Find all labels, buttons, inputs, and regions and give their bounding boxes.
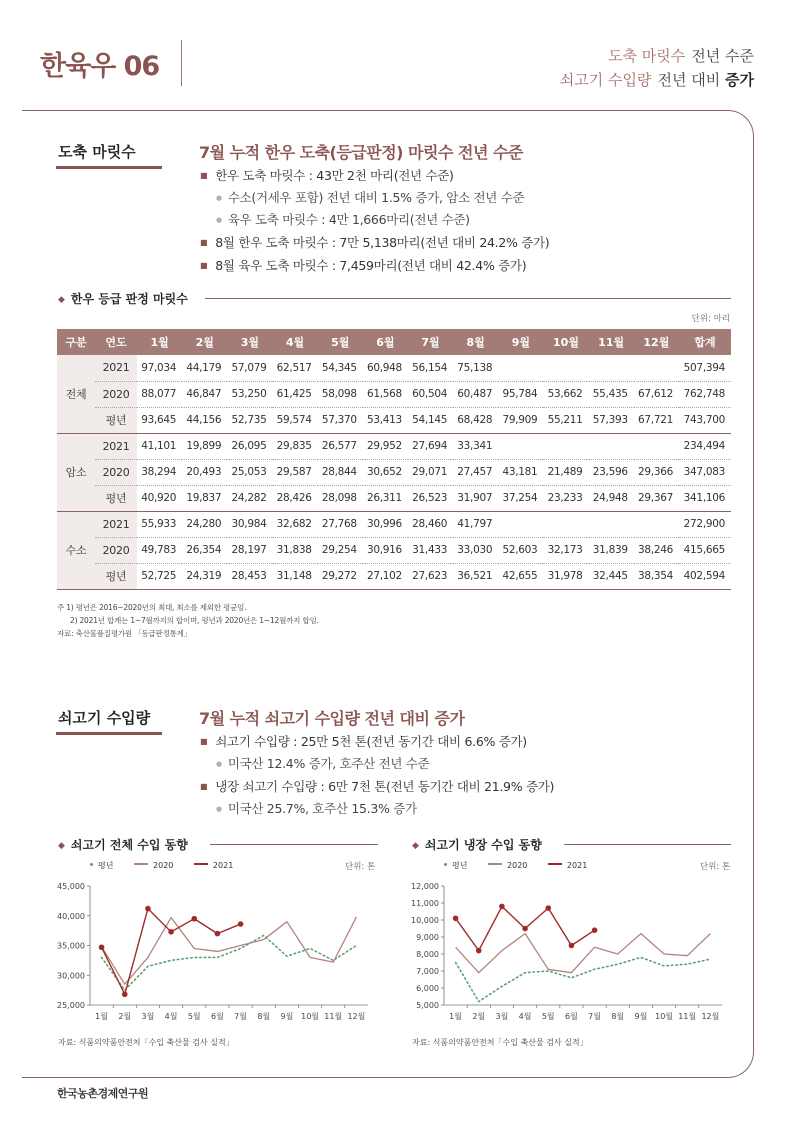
y-tick-label: 8,000: [416, 950, 439, 959]
series-2021-point: [215, 931, 221, 937]
bullet-item: ● 수소(거세우 포함) 전년 대비 1.5% 증가, 암소 전년 수준: [200, 187, 549, 209]
table-cell: 30,916: [363, 537, 408, 563]
series-2021-point: [99, 944, 105, 950]
table-row: [57, 563, 731, 589]
header-line1-status: 전년 수준: [691, 47, 754, 65]
chart2-unit: 단위: 톤: [700, 862, 731, 872]
table-cell: 29,952: [363, 433, 408, 459]
chart1-title: ◆ 쇠고기 전체 수입 동향: [58, 836, 188, 853]
series-2021-point: [238, 921, 244, 927]
x-tick-label: 4월: [164, 1012, 178, 1021]
table-year-cell: 2021: [95, 355, 137, 381]
table-header-cell: 3월: [227, 329, 272, 355]
table-header-cell: 4월: [272, 329, 317, 355]
table-cell: 55,933: [137, 511, 182, 537]
table-year-cell: 평년: [95, 563, 137, 589]
table-cell: 97,034: [137, 355, 182, 381]
table-cell: 28,453: [227, 563, 272, 589]
chart2-legend: [444, 860, 605, 871]
section2-headline: 7월 누적 쇠고기 수입량 전년 대비 증가: [199, 709, 465, 728]
table-cell: [498, 355, 543, 381]
table-cell: 21,489: [543, 459, 588, 485]
table-cell: 53,662: [543, 381, 588, 407]
table-cell: 347,083: [679, 459, 731, 485]
y-tick-label: 10,000: [411, 916, 439, 925]
table-cell: 29,366: [634, 459, 679, 485]
legend-2021: 2021: [212, 861, 234, 870]
x-tick-label: 12월: [347, 1012, 366, 1021]
chart2-source: 자료: 식품의약품안전처「수입 축산물 검사 실적」: [412, 1038, 588, 1047]
note-source: 자료: 축산물품질평가원 「등급판정통계」: [57, 629, 192, 638]
header-summary: [560, 44, 754, 92]
table-cell: 60,948: [363, 355, 408, 381]
table-cell: 402,594: [679, 563, 731, 589]
table-cell: 32,173: [543, 537, 588, 563]
x-tick-label: 12월: [701, 1012, 720, 1021]
table-header-cell: 5월: [318, 329, 363, 355]
table-cell: [543, 355, 588, 381]
table-cell: 30,996: [363, 511, 408, 537]
table-notes: [57, 601, 319, 640]
x-tick-label: 9월: [280, 1012, 294, 1021]
y-tick-label: 7,000: [416, 967, 439, 976]
table-cell: 29,254: [318, 537, 363, 563]
table-row: [57, 381, 731, 407]
table-cell: 24,280: [182, 511, 227, 537]
table-cell: 67,721: [634, 407, 679, 433]
table-cell: 27,457: [453, 459, 498, 485]
table-title-rule: [205, 298, 731, 299]
table-cell: 25,053: [227, 459, 272, 485]
table-cell: 61,425: [272, 381, 317, 407]
table-cell: 743,700: [679, 407, 731, 433]
table-cell: 26,095: [227, 433, 272, 459]
x-tick-label: 8월: [257, 1012, 271, 1021]
table-cell: 75,138: [453, 355, 498, 381]
table-cell: 61,568: [363, 381, 408, 407]
chart2-svg: [404, 878, 734, 1033]
table-cell: 30,652: [363, 459, 408, 485]
x-tick-label: 2월: [472, 1012, 486, 1021]
table-cell: 29,587: [272, 459, 317, 485]
table-header-cell: 2월: [182, 329, 227, 355]
table-cell: 341,106: [679, 485, 731, 511]
x-tick-label: 10월: [655, 1012, 674, 1021]
table-cell: 507,394: [679, 355, 731, 381]
table-cell: 26,577: [318, 433, 363, 459]
bullet-item: ■ 쇠고기 수입량 : 25만 5천 톤(전년 동기간 대비 6.6% 증가): [200, 730, 554, 753]
x-tick-label: 5월: [541, 1012, 555, 1021]
chart1-title-rule: [210, 844, 378, 845]
header-line2-emph: 증가: [725, 71, 754, 89]
series-2021-point: [191, 916, 197, 922]
y-tick-label: 9,000: [416, 933, 439, 942]
table-unit: 단위: 마리: [691, 314, 730, 324]
table-cell: 20,493: [182, 459, 227, 485]
x-tick-label: 3월: [141, 1012, 155, 1021]
x-tick-label: 7월: [234, 1012, 247, 1021]
header-line2-topic: 쇠고기 수입량: [559, 71, 652, 89]
table-cell: 26,523: [408, 485, 453, 511]
header-line2-status: 전년 대비: [657, 71, 721, 89]
legend-avg: 평년: [98, 861, 114, 870]
chart1-svg: [50, 878, 380, 1033]
table-cell: 272,900: [679, 511, 731, 537]
table-row: [57, 433, 731, 459]
table-group-label: 암소: [57, 433, 95, 511]
table-cell: 56,154: [408, 355, 453, 381]
table-cell: 38,294: [137, 459, 182, 485]
table-cell: 37,254: [498, 485, 543, 511]
table-cell: 41,797: [453, 511, 498, 537]
table-cell: 40,920: [137, 485, 182, 511]
x-tick-label: 6월: [211, 1012, 224, 1021]
table-cell: [634, 433, 679, 459]
grade-table: [57, 329, 731, 590]
table-cell: 49,783: [137, 537, 182, 563]
table-cell: 28,197: [227, 537, 272, 563]
table-cell: 26,311: [363, 485, 408, 511]
table-cell: [589, 511, 634, 537]
table-cell: 57,393: [589, 407, 634, 433]
series-2021-point: [476, 948, 482, 954]
table-cell: 28,098: [318, 485, 363, 511]
table-cell: 29,071: [408, 459, 453, 485]
table-cell: 53,250: [227, 381, 272, 407]
table-cell: 55,435: [589, 381, 634, 407]
y-tick-label: 5,000: [416, 1001, 439, 1010]
x-tick-label: 1월: [95, 1012, 108, 1021]
x-tick-label: 5월: [187, 1012, 201, 1021]
table-year-cell: 2020: [95, 381, 137, 407]
table-cell: [634, 355, 679, 381]
section2-title: 쇠고기 수입량: [58, 709, 151, 727]
table-cell: [498, 511, 543, 537]
table-cell: 32,682: [272, 511, 317, 537]
table-header-cell: 1월: [137, 329, 182, 355]
table-cell: [543, 433, 588, 459]
table-cell: 60,487: [453, 381, 498, 407]
y-tick-label: 40,000: [57, 911, 85, 921]
table-cell: 88,077: [137, 381, 182, 407]
table-cell: 95,784: [498, 381, 543, 407]
table-year-cell: 평년: [95, 407, 137, 433]
table-cell: 24,948: [589, 485, 634, 511]
footer-org: 한국농촌경제연구원: [57, 1087, 149, 1100]
table-cell: 27,102: [363, 563, 408, 589]
series-2021-point: [145, 906, 151, 912]
section1-bullets: [200, 164, 549, 277]
x-tick-label: 3월: [495, 1012, 509, 1021]
y-tick-label: 6,000: [416, 984, 439, 993]
series-2021-point: [545, 905, 551, 911]
table-year-cell: 2020: [95, 459, 137, 485]
y-tick-label: 30,000: [57, 971, 85, 981]
table-row: [57, 407, 731, 433]
table-group-label: 전체: [57, 355, 95, 433]
table-cell: 44,179: [182, 355, 227, 381]
table-cell: 31,433: [408, 537, 453, 563]
series-2021-point: [522, 926, 528, 932]
table-cell: 234,494: [679, 433, 731, 459]
table-header-cell: 12월: [634, 329, 679, 355]
table-year-cell: 2021: [95, 511, 137, 537]
series-2021-point: [168, 929, 174, 935]
table-cell: 29,367: [634, 485, 679, 511]
chart1-legend: [90, 860, 251, 871]
table-cell: 54,345: [318, 355, 363, 381]
table-cell: 29,272: [318, 563, 363, 589]
table-cell: 27,768: [318, 511, 363, 537]
section1-title-underline: [56, 166, 162, 169]
table-cell: 79,909: [498, 407, 543, 433]
note-2: 2) 2021년 합계는 1~7월까지의 합이며, 평년과 2020년은 1~12월까지 합임.: [70, 616, 319, 625]
table-cell: [589, 433, 634, 459]
header-divider: [181, 40, 182, 86]
table-cell: 44,156: [182, 407, 227, 433]
series-avg-line: [102, 935, 357, 990]
table-cell: 28,844: [318, 459, 363, 485]
chart1-source: 자료: 식품의약품안전처「수입 축산물 검사 실적」: [58, 1038, 234, 1047]
x-tick-label: 9월: [634, 1012, 648, 1021]
legend-avg: 평년: [452, 861, 468, 870]
table-row: [57, 537, 731, 563]
x-tick-label: 11월: [678, 1012, 697, 1021]
table-cell: 52,725: [137, 563, 182, 589]
bullet-item: ■ 냉장 쇠고기 수입량 : 6만 7천 톤(전년 동기간 대비 21.9% 증가): [200, 775, 554, 798]
table-cell: 42,655: [498, 563, 543, 589]
table-cell: 28,460: [408, 511, 453, 537]
table-cell: [634, 511, 679, 537]
legend-2020: 2020: [507, 861, 528, 870]
y-tick-label: 11,000: [411, 899, 439, 908]
table-cell: 52,735: [227, 407, 272, 433]
table-group-label: 수소: [57, 511, 95, 589]
table-header-cell: 9월: [498, 329, 543, 355]
x-tick-label: 7월: [588, 1012, 601, 1021]
table-header-row: [57, 329, 731, 355]
table-year-cell: 2021: [95, 433, 137, 459]
table-cell: [498, 433, 543, 459]
table-cell: 31,907: [453, 485, 498, 511]
y-tick-label: 35,000: [57, 941, 85, 951]
table-cell: 19,837: [182, 485, 227, 511]
table-title: ◆ 한우 등급 판정 마릿수: [58, 290, 188, 307]
legend-2020: 2020: [153, 861, 174, 870]
bullet-item: ● 육우 도축 마릿수 : 4만 1,666마리(전년 수준): [200, 209, 549, 231]
y-tick-label: 45,000: [57, 882, 85, 891]
table-cell: 762,748: [679, 381, 731, 407]
y-tick-label: 25,000: [57, 1001, 85, 1010]
series-2020-line: [102, 917, 357, 984]
table-cell: 28,426: [272, 485, 317, 511]
table-cell: 55,211: [543, 407, 588, 433]
table-cell: 52,603: [498, 537, 543, 563]
bullet-item: ● 미국산 12.4% 증가, 호주산 전년 수준: [200, 753, 554, 775]
bullet-item: ● 미국산 25.7%, 호주산 15.3% 증가: [200, 798, 554, 820]
table-cell: 54,145: [408, 407, 453, 433]
section2-title-underline: [56, 732, 162, 735]
table-header-cell: 10월: [543, 329, 588, 355]
table-cell: 57,370: [318, 407, 363, 433]
table-header-cell: 8월: [453, 329, 498, 355]
series-2021-point: [122, 991, 128, 997]
y-tick-label: 12,000: [411, 882, 439, 891]
chart1-unit: 단위: 톤: [345, 862, 376, 872]
x-tick-label: 2월: [118, 1012, 132, 1021]
series-2021-point: [592, 927, 598, 933]
table-cell: 58,098: [318, 381, 363, 407]
x-tick-label: 8월: [611, 1012, 625, 1021]
bullet-item: ■ 8월 육우 도축 마릿수 : 7,459마리(전년 대비 42.4% 증가): [200, 254, 549, 277]
page-title: 한육우 06: [40, 51, 160, 82]
x-tick-label: 10월: [301, 1012, 320, 1021]
table-cell: 38,246: [634, 537, 679, 563]
chart2-title: ◆ 쇠고기 냉장 수입 동향: [412, 836, 542, 853]
table-row: [57, 511, 731, 537]
series-2021-point: [453, 916, 459, 922]
series-2020-line: [456, 934, 711, 973]
table-row: [57, 485, 731, 511]
table-cell: 53,413: [363, 407, 408, 433]
table-cell: [543, 511, 588, 537]
table-year-cell: 2020: [95, 537, 137, 563]
table-cell: 30,984: [227, 511, 272, 537]
x-tick-label: 6월: [565, 1012, 578, 1021]
table-cell: 41,101: [137, 433, 182, 459]
table-header-cell: 구분: [57, 329, 95, 355]
table-cell: 26,354: [182, 537, 227, 563]
bullet-item: ■ 8월 한우 도축 마릿수 : 7만 5,138마리(전년 대비 24.2% 증가): [200, 231, 549, 254]
x-tick-label: 4월: [518, 1012, 532, 1021]
table-cell: 57,079: [227, 355, 272, 381]
series-2021-point: [569, 943, 575, 949]
legend-2021: 2021: [566, 861, 588, 870]
x-tick-label: 1월: [449, 1012, 462, 1021]
table-cell: 68,428: [453, 407, 498, 433]
chart2-title-rule: [564, 844, 731, 845]
table-cell: [589, 355, 634, 381]
table-header-cell: 연도: [95, 329, 137, 355]
table-cell: 46,847: [182, 381, 227, 407]
table-cell: 32,445: [589, 563, 634, 589]
table-header-cell: 6월: [363, 329, 408, 355]
table-cell: 43,181: [498, 459, 543, 485]
table-cell: 24,319: [182, 563, 227, 589]
x-tick-label: 11월: [324, 1012, 343, 1021]
header-line1-topic: 도축 마릿수: [608, 47, 686, 65]
table-cell: 36,521: [453, 563, 498, 589]
table-cell: 24,282: [227, 485, 272, 511]
table-cell: 60,504: [408, 381, 453, 407]
table-cell: 29,835: [272, 433, 317, 459]
table-cell: 415,665: [679, 537, 731, 563]
note-1: 주 1) 평년은 2016~2020년의 최대, 최소를 제외한 평균임.: [57, 603, 247, 612]
section2-bullets: [200, 730, 554, 820]
table-cell: 31,978: [543, 563, 588, 589]
table-row: [57, 459, 731, 485]
table-cell: 31,839: [589, 537, 634, 563]
table-cell: 23,596: [589, 459, 634, 485]
series-2021-point: [499, 904, 505, 910]
section1-title: 도축 마릿수: [58, 143, 136, 161]
table-row: [57, 355, 731, 381]
table-cell: 38,354: [634, 563, 679, 589]
table-cell: 23,233: [543, 485, 588, 511]
table-cell: 33,341: [453, 433, 498, 459]
table-cell: 59,574: [272, 407, 317, 433]
bullet-item: ■ 한우 도축 마릿수 : 43만 2천 마리(전년 수준): [200, 164, 549, 187]
series-avg-line: [456, 957, 711, 1001]
table-cell: 27,623: [408, 563, 453, 589]
table-cell: 31,148: [272, 563, 317, 589]
table-header-cell: 11월: [589, 329, 634, 355]
section1-headline: 7월 누적 한우 도축(등급판정) 마릿수 전년 수준: [199, 143, 523, 162]
table-cell: 19,899: [182, 433, 227, 459]
table-cell: 27,694: [408, 433, 453, 459]
table-year-cell: 평년: [95, 485, 137, 511]
table-cell: 33,030: [453, 537, 498, 563]
table-header-cell: 7월: [408, 329, 453, 355]
table-cell: 93,645: [137, 407, 182, 433]
table-cell: 31,838: [272, 537, 317, 563]
table-header-cell: 합계: [679, 329, 731, 355]
table-cell: 62,517: [272, 355, 317, 381]
table-cell: 67,612: [634, 381, 679, 407]
